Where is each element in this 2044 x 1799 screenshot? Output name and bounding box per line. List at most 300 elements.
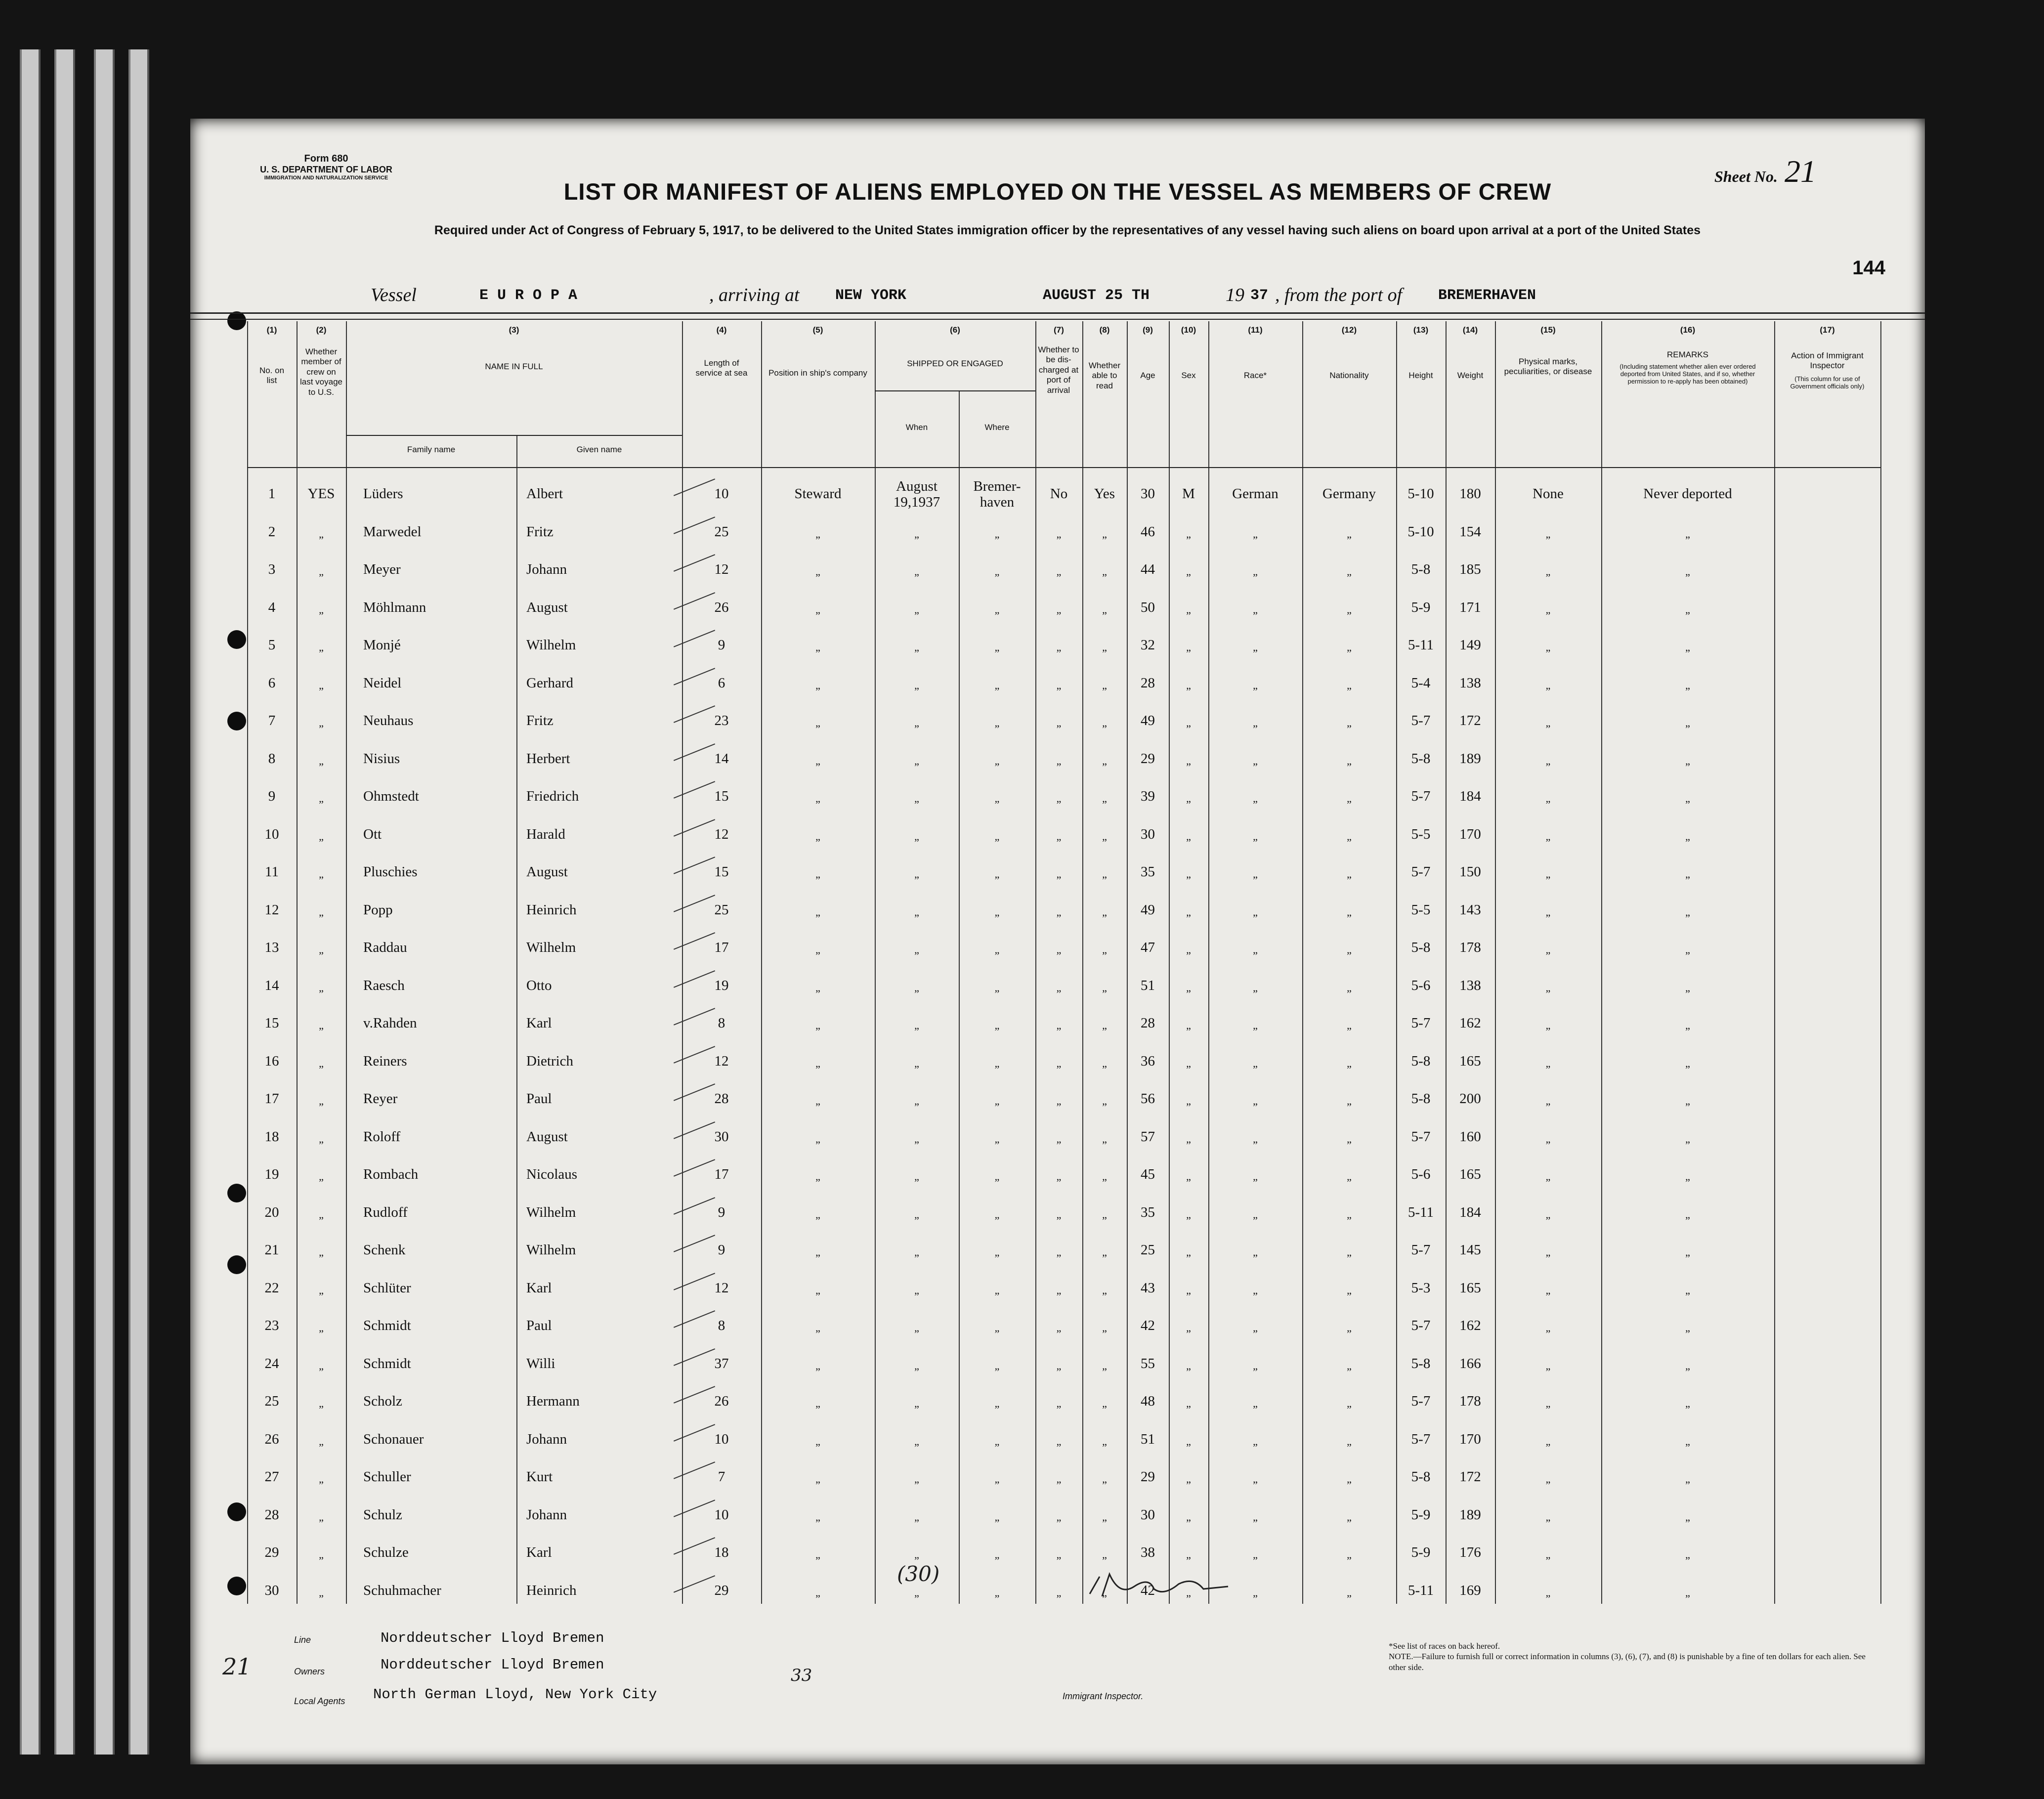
cell-remarks: „ xyxy=(1685,603,1690,616)
cell-weight: 138 xyxy=(1459,977,1481,993)
cell-position: „ xyxy=(815,565,820,578)
line-value: Norddeutscher Lloyd Bremen xyxy=(381,1630,604,1646)
manifest-sheet xyxy=(190,119,1925,1764)
cell-height: 5-8 xyxy=(1411,940,1431,955)
cell-sex: „ xyxy=(1186,943,1191,956)
cell-family-name: Schulze xyxy=(363,1544,409,1560)
cell-able-to-read: „ xyxy=(1102,1208,1107,1221)
cell-sex: „ xyxy=(1186,1284,1191,1296)
cell-race: „ xyxy=(1253,754,1258,767)
cell-height: 5-8 xyxy=(1411,1091,1431,1107)
cell-race: „ xyxy=(1253,565,1258,578)
cell-remarks: „ xyxy=(1685,1586,1690,1599)
vessel-label: Vessel xyxy=(371,285,417,305)
cell-physical-marks: „ xyxy=(1545,1246,1551,1258)
cell-race: „ xyxy=(1253,1170,1258,1183)
cell-previous-voyage: „ xyxy=(319,1435,324,1448)
cell-remarks: „ xyxy=(1685,1435,1690,1448)
table-row xyxy=(190,1082,1925,1117)
cell-height: 5-10 xyxy=(1407,523,1434,540)
cell-length-of-service: 12 xyxy=(714,561,729,577)
cell-shipped-where: „ xyxy=(994,754,1000,767)
cell-discharged: „ xyxy=(1056,1586,1062,1599)
cell-position: „ xyxy=(815,679,820,691)
cell-weight: 169 xyxy=(1459,1582,1481,1598)
column-number: (1) xyxy=(266,325,277,335)
table-row xyxy=(190,931,1925,966)
cell-age: 43 xyxy=(1141,1280,1155,1296)
owners-label: Owners xyxy=(294,1667,325,1676)
cell-length-of-service: 25 xyxy=(714,901,729,918)
cell-physical-marks: „ xyxy=(1545,1435,1551,1448)
cell-discharged: „ xyxy=(1056,1284,1062,1296)
header-bottom-rule xyxy=(247,467,1880,468)
cell-sex: „ xyxy=(1186,754,1191,767)
cell-shipped-when: „ xyxy=(914,1057,919,1070)
cell-position: „ xyxy=(815,1510,820,1523)
cell-weight: 180 xyxy=(1459,486,1481,502)
cell-age: 35 xyxy=(1141,1204,1155,1220)
cell-shipped-where: „ xyxy=(994,1510,1000,1523)
cell-able-to-read: „ xyxy=(1102,1473,1107,1485)
cell-able-to-read: „ xyxy=(1102,905,1107,918)
cell-previous-voyage: „ xyxy=(319,1586,324,1599)
cell-nationality: „ xyxy=(1347,641,1352,653)
cell-remarks: „ xyxy=(1685,1473,1690,1485)
subheader-rule xyxy=(875,390,1035,391)
cell-length-of-service: 6 xyxy=(718,675,725,691)
cell-position: „ xyxy=(815,1473,820,1485)
cell-position: „ xyxy=(815,1284,820,1296)
cell-list-number: 3 xyxy=(268,561,276,577)
cell-shipped-where: „ xyxy=(994,527,1000,540)
table-row xyxy=(190,742,1925,777)
cell-race: „ xyxy=(1253,679,1258,691)
cell-able-to-read: „ xyxy=(1102,830,1107,843)
cell-position: „ xyxy=(815,603,820,616)
cell-list-number: 1 xyxy=(268,486,276,502)
cell-nationality: „ xyxy=(1347,565,1352,578)
cell-physical-marks: „ xyxy=(1545,1397,1551,1410)
cell-length-of-service: 30 xyxy=(714,1128,729,1145)
cell-physical-marks: None xyxy=(1533,486,1564,502)
cell-nationality: „ xyxy=(1347,1586,1352,1599)
cell-position: „ xyxy=(815,1548,820,1561)
cell-able-to-read: „ xyxy=(1102,754,1107,767)
cell-sex: „ xyxy=(1186,679,1191,691)
cell-height: 5-7 xyxy=(1411,864,1431,880)
cell-shipped-where: „ xyxy=(994,1359,1000,1372)
cell-weight: 189 xyxy=(1459,1506,1481,1523)
cell-given-name: August xyxy=(526,864,568,880)
cell-shipped-where: „ xyxy=(994,1095,1000,1107)
cell-weight: 172 xyxy=(1459,713,1481,728)
cell-remarks: „ xyxy=(1685,1548,1690,1561)
cell-list-number: 18 xyxy=(264,1128,279,1145)
cell-shipped-when: „ xyxy=(914,1322,919,1334)
column-number: (13) xyxy=(1413,325,1429,335)
cell-family-name: Schlüter xyxy=(363,1280,411,1296)
cell-sex: „ xyxy=(1186,981,1191,994)
cell-given-name: Paul xyxy=(526,1318,552,1333)
cell-sex: „ xyxy=(1186,1473,1191,1485)
column-number: (11) xyxy=(1248,325,1263,335)
cell-race: „ xyxy=(1253,792,1258,805)
cell-remarks: Never deported xyxy=(1643,486,1732,502)
cell-shipped-when: „ xyxy=(914,1586,919,1599)
cell-weight: 185 xyxy=(1459,561,1481,577)
header-given-name: Given name xyxy=(576,445,622,454)
cell-physical-marks: „ xyxy=(1545,1510,1551,1523)
cell-race: „ xyxy=(1253,1057,1258,1070)
cell-previous-voyage: „ xyxy=(319,981,324,994)
cell-height: 5-5 xyxy=(1411,901,1431,918)
cell-discharged: „ xyxy=(1056,1510,1062,1523)
cell-shipped-when: „ xyxy=(914,1208,919,1221)
cell-previous-voyage: „ xyxy=(319,717,324,729)
table-row xyxy=(190,1006,1925,1042)
cell-previous-voyage: „ xyxy=(319,1284,324,1296)
departure-port: BREMERHAVEN xyxy=(1438,287,1536,304)
cell-family-name: Pluschies xyxy=(363,864,418,880)
cell-shipped-where: „ xyxy=(994,1019,1000,1031)
cell-length-of-service: 17 xyxy=(714,1166,729,1182)
cell-weight: 138 xyxy=(1459,675,1481,691)
cell-shipped-where: „ xyxy=(994,717,1000,729)
subheader-rule xyxy=(346,435,682,436)
cell-race: „ xyxy=(1253,1510,1258,1523)
cell-shipped-where: „ xyxy=(994,641,1000,653)
cell-able-to-read: „ xyxy=(1102,641,1107,653)
cell-previous-voyage: „ xyxy=(319,1170,324,1183)
cell-list-number: 21 xyxy=(264,1242,279,1258)
cell-length-of-service: 25 xyxy=(714,523,729,540)
header-remarks: REMARKS xyxy=(1666,350,1709,359)
cell-family-name: Rombach xyxy=(363,1166,419,1182)
cell-given-name: Dietrich xyxy=(526,1053,574,1069)
cell-able-to-read: „ xyxy=(1102,943,1107,956)
cell-weight: 189 xyxy=(1459,750,1481,767)
table-row xyxy=(190,1309,1925,1344)
cell-able-to-read: „ xyxy=(1102,1435,1107,1448)
cell-shipped-where: „ xyxy=(994,1170,1000,1183)
cell-discharged: „ xyxy=(1056,717,1062,729)
cell-shipped-where: „ xyxy=(994,905,1000,918)
cell-race: „ xyxy=(1253,1246,1258,1258)
cell-able-to-read: „ xyxy=(1102,1322,1107,1334)
cell-list-number: 6 xyxy=(268,675,276,691)
cell-discharged: „ xyxy=(1056,1397,1062,1410)
cell-physical-marks: „ xyxy=(1545,1284,1551,1296)
cell-race: „ xyxy=(1253,943,1258,956)
cell-shipped-when: „ xyxy=(914,868,919,880)
cell-physical-marks: „ xyxy=(1545,565,1551,578)
inspector-signature xyxy=(1080,1567,1238,1606)
cell-position: „ xyxy=(815,1170,820,1183)
cell-weight: 165 xyxy=(1459,1280,1481,1296)
cell-nationality: „ xyxy=(1347,792,1352,805)
cell-physical-marks: „ xyxy=(1545,527,1551,540)
cell-previous-voyage: YES xyxy=(307,486,335,502)
column-number: (8) xyxy=(1099,325,1110,335)
column-number: (17) xyxy=(1820,325,1835,335)
cell-nationality: „ xyxy=(1347,943,1352,956)
page-title: LIST OR MANIFEST OF ALIENS EMPLOYED ON THE VESSEL AS MEMBERS OF CREW xyxy=(563,178,1552,205)
cell-height: 5-11 xyxy=(1407,637,1434,653)
cell-length-of-service: 10 xyxy=(714,1431,729,1447)
cell-nationality: Germany xyxy=(1322,486,1376,502)
header-height: Height xyxy=(1408,371,1433,380)
cell-remarks: „ xyxy=(1685,1057,1690,1070)
cell-physical-marks: „ xyxy=(1545,1170,1551,1183)
cell-discharged: „ xyxy=(1056,792,1062,805)
cell-list-number: 19 xyxy=(264,1166,279,1182)
cell-age: 32 xyxy=(1141,637,1155,653)
voyage-line xyxy=(190,284,1925,314)
cell-race: „ xyxy=(1253,603,1258,616)
cell-age: 49 xyxy=(1141,713,1155,728)
cell-list-number: 5 xyxy=(268,637,276,653)
cell-age: 56 xyxy=(1141,1091,1155,1107)
cell-shipped-where: „ xyxy=(994,565,1000,578)
cell-list-number: 2 xyxy=(268,523,276,540)
cell-race: „ xyxy=(1253,830,1258,843)
cell-previous-voyage: „ xyxy=(319,754,324,767)
cell-shipped-when: „ xyxy=(914,1473,919,1485)
cell-length-of-service: 12 xyxy=(714,826,729,842)
cell-weight: 170 xyxy=(1459,826,1481,842)
cell-discharged: „ xyxy=(1056,1322,1062,1334)
cell-remarks: „ xyxy=(1685,754,1690,767)
cell-remarks: „ xyxy=(1685,981,1690,994)
cell-physical-marks: „ xyxy=(1545,868,1551,880)
cell-nationality: „ xyxy=(1347,717,1352,729)
cell-physical-marks: „ xyxy=(1545,1019,1551,1031)
cell-previous-voyage: „ xyxy=(319,792,324,805)
cell-sex: „ xyxy=(1186,1057,1191,1070)
cell-position: „ xyxy=(815,792,820,805)
cell-age: 35 xyxy=(1141,864,1155,880)
cell-nationality: „ xyxy=(1347,1019,1352,1031)
cell-age: 38 xyxy=(1141,1544,1155,1560)
cell-position: „ xyxy=(815,1208,820,1221)
cell-weight: 165 xyxy=(1459,1053,1481,1069)
cell-nationality: „ xyxy=(1347,1473,1352,1485)
cell-length-of-service: 8 xyxy=(718,1318,725,1333)
header-age: Age xyxy=(1140,371,1155,380)
header-list-number: No. on list xyxy=(259,366,285,386)
cell-discharged: „ xyxy=(1056,565,1062,578)
cell-list-number: 23 xyxy=(264,1318,279,1333)
column-number: (12) xyxy=(1341,325,1357,335)
cell-given-name: Gerhard xyxy=(526,675,574,691)
cell-shipped-when: „ xyxy=(914,1548,919,1561)
cell-remarks: „ xyxy=(1685,1322,1690,1334)
cell-race: „ xyxy=(1253,527,1258,540)
cell-discharged: „ xyxy=(1056,830,1062,843)
service-name: IMMIGRATION AND NATURALIZATION SERVICE xyxy=(264,174,388,181)
cell-sex: „ xyxy=(1186,1510,1191,1523)
cell-race: „ xyxy=(1253,641,1258,653)
cell-race: „ xyxy=(1253,905,1258,918)
cell-nationality: „ xyxy=(1347,527,1352,540)
cell-position: „ xyxy=(815,1132,820,1145)
cell-list-number: 30 xyxy=(264,1582,279,1598)
table-row xyxy=(190,1422,1925,1458)
cell-able-to-read: „ xyxy=(1102,1586,1107,1599)
cell-given-name: Nicolaus xyxy=(526,1166,578,1182)
total-count: (30) xyxy=(897,1562,940,1586)
cell-nationality: „ xyxy=(1347,1397,1352,1410)
cell-previous-voyage: „ xyxy=(319,1322,324,1334)
cell-given-name: Heinrich xyxy=(526,901,577,918)
cell-length-of-service: 17 xyxy=(714,940,729,955)
cell-position: „ xyxy=(815,1095,820,1107)
cell-weight: 184 xyxy=(1459,788,1481,804)
cell-weight: 184 xyxy=(1459,1204,1481,1220)
cell-shipped-when: „ xyxy=(914,1359,919,1372)
cell-list-number: 8 xyxy=(268,750,276,767)
cell-weight: 160 xyxy=(1459,1128,1481,1145)
cell-given-name: Fritz xyxy=(526,523,554,540)
cell-shipped-when: „ xyxy=(914,641,919,653)
cell-list-number: 20 xyxy=(264,1204,279,1220)
cell-age: 28 xyxy=(1141,1015,1155,1031)
header-rule xyxy=(190,312,1925,314)
cell-list-number: 26 xyxy=(264,1431,279,1447)
cell-sex: „ xyxy=(1186,603,1191,616)
penalty-note: NOTE.—Failure to furnish full or correct information in columns (3), (6), (7), and (8) is punishable by a fine of ten dollars for each alien. See other side. xyxy=(1389,1652,1866,1672)
page-edge xyxy=(128,49,149,1755)
table-row xyxy=(190,1460,1925,1496)
cell-able-to-read: „ xyxy=(1102,1359,1107,1372)
header-sex: Sex xyxy=(1181,371,1196,380)
cell-nationality: „ xyxy=(1347,1322,1352,1334)
cell-shipped-when: „ xyxy=(914,943,919,956)
header-inspector-note: (This column for use of Government officials only) xyxy=(1790,375,1865,390)
cell-shipped-where: „ xyxy=(994,792,1000,805)
column-number: (10) xyxy=(1181,325,1196,335)
column-number: (14) xyxy=(1462,325,1478,335)
punch-hole xyxy=(227,311,246,330)
cell-race: „ xyxy=(1253,1548,1258,1561)
cell-sex: „ xyxy=(1186,1586,1191,1599)
cell-discharged: „ xyxy=(1056,1095,1062,1107)
cell-length-of-service: 19 xyxy=(714,977,729,993)
cell-height: 5-7 xyxy=(1411,788,1431,804)
cell-nationality: „ xyxy=(1347,1548,1352,1561)
cell-position: „ xyxy=(815,830,820,843)
cell-discharged: „ xyxy=(1056,1246,1062,1258)
cell-shipped-when: „ xyxy=(914,792,919,805)
cell-list-number: 17 xyxy=(264,1091,279,1107)
header-weight: Weight xyxy=(1457,371,1484,380)
cell-height: 5-8 xyxy=(1411,1053,1431,1069)
cell-length-of-service: 9 xyxy=(718,637,725,653)
cell-height: 5-11 xyxy=(1407,1582,1434,1598)
cell-physical-marks: „ xyxy=(1545,1208,1551,1221)
cell-sex: „ xyxy=(1186,565,1191,578)
cell-length-of-service: 12 xyxy=(714,1280,729,1296)
cell-family-name: Neuhaus xyxy=(363,713,414,728)
cell-position: „ xyxy=(815,717,820,729)
table-row xyxy=(190,855,1925,891)
cell-sex: „ xyxy=(1186,1095,1191,1107)
cell-weight: 176 xyxy=(1459,1544,1481,1560)
table-row xyxy=(190,1536,1925,1571)
cell-discharged: „ xyxy=(1056,1473,1062,1485)
from-port-label: , from the port of xyxy=(1275,285,1403,305)
cell-race: „ xyxy=(1253,981,1258,994)
cell-previous-voyage: „ xyxy=(319,1359,324,1372)
cell-height: 5-7 xyxy=(1411,1318,1431,1333)
cell-remarks: „ xyxy=(1685,1246,1690,1258)
cell-previous-voyage: „ xyxy=(319,905,324,918)
cell-race: German xyxy=(1232,486,1278,502)
cell-discharged: „ xyxy=(1056,1548,1062,1561)
cell-age: 25 xyxy=(1141,1242,1155,1258)
cell-list-number: 22 xyxy=(264,1280,279,1296)
cell-discharged: „ xyxy=(1056,1359,1062,1372)
cell-previous-voyage: „ xyxy=(319,679,324,691)
cell-position: „ xyxy=(815,527,820,540)
cell-discharged: „ xyxy=(1056,981,1062,994)
cell-sex: „ xyxy=(1186,905,1191,918)
cell-previous-voyage: „ xyxy=(319,1095,324,1107)
header-physical-marks: Physical marks, peculiarities, or disease xyxy=(1504,357,1592,377)
cell-able-to-read: „ xyxy=(1102,1132,1107,1145)
cell-race: „ xyxy=(1253,717,1258,729)
cell-position: „ xyxy=(815,1397,820,1410)
cell-physical-marks: „ xyxy=(1545,981,1551,994)
column-number: (3) xyxy=(509,325,519,335)
cell-shipped-when: „ xyxy=(914,1397,919,1410)
cell-shipped-where: „ xyxy=(994,1435,1000,1448)
page-annotation-mid: 33 xyxy=(791,1666,812,1685)
cell-race: „ xyxy=(1253,1473,1258,1485)
cell-weight: 150 xyxy=(1459,864,1481,880)
table-row xyxy=(190,515,1925,551)
line-label: Line xyxy=(294,1635,311,1645)
cell-discharged: „ xyxy=(1056,1132,1062,1145)
cell-physical-marks: „ xyxy=(1545,1586,1551,1599)
cell-remarks: „ xyxy=(1685,679,1690,691)
cell-previous-voyage: „ xyxy=(319,641,324,653)
cell-race: „ xyxy=(1253,1359,1258,1372)
cell-race: „ xyxy=(1253,1019,1258,1031)
cell-length-of-service: 26 xyxy=(714,1393,729,1409)
cell-previous-voyage: „ xyxy=(319,1246,324,1258)
cell-physical-marks: „ xyxy=(1545,1322,1551,1334)
cell-nationality: „ xyxy=(1347,1095,1352,1107)
cell-sex: „ xyxy=(1186,717,1191,729)
table-row xyxy=(190,1574,1925,1609)
cell-remarks: „ xyxy=(1685,943,1690,956)
cell-race: „ xyxy=(1253,868,1258,880)
table-row xyxy=(190,666,1925,702)
cell-position: „ xyxy=(815,1435,820,1448)
cell-sex: „ xyxy=(1186,641,1191,653)
cell-list-number: 16 xyxy=(264,1053,279,1069)
cell-nationality: „ xyxy=(1347,905,1352,918)
footer-note xyxy=(1389,1641,1883,1672)
page-edge xyxy=(94,49,115,1755)
header-shipped-engaged: SHIPPED OR ENGAGED xyxy=(907,359,1003,368)
cell-age: 46 xyxy=(1141,523,1155,540)
cell-discharged: No xyxy=(1050,486,1068,502)
cell-previous-voyage: „ xyxy=(319,1510,324,1523)
cell-able-to-read: „ xyxy=(1102,527,1107,540)
